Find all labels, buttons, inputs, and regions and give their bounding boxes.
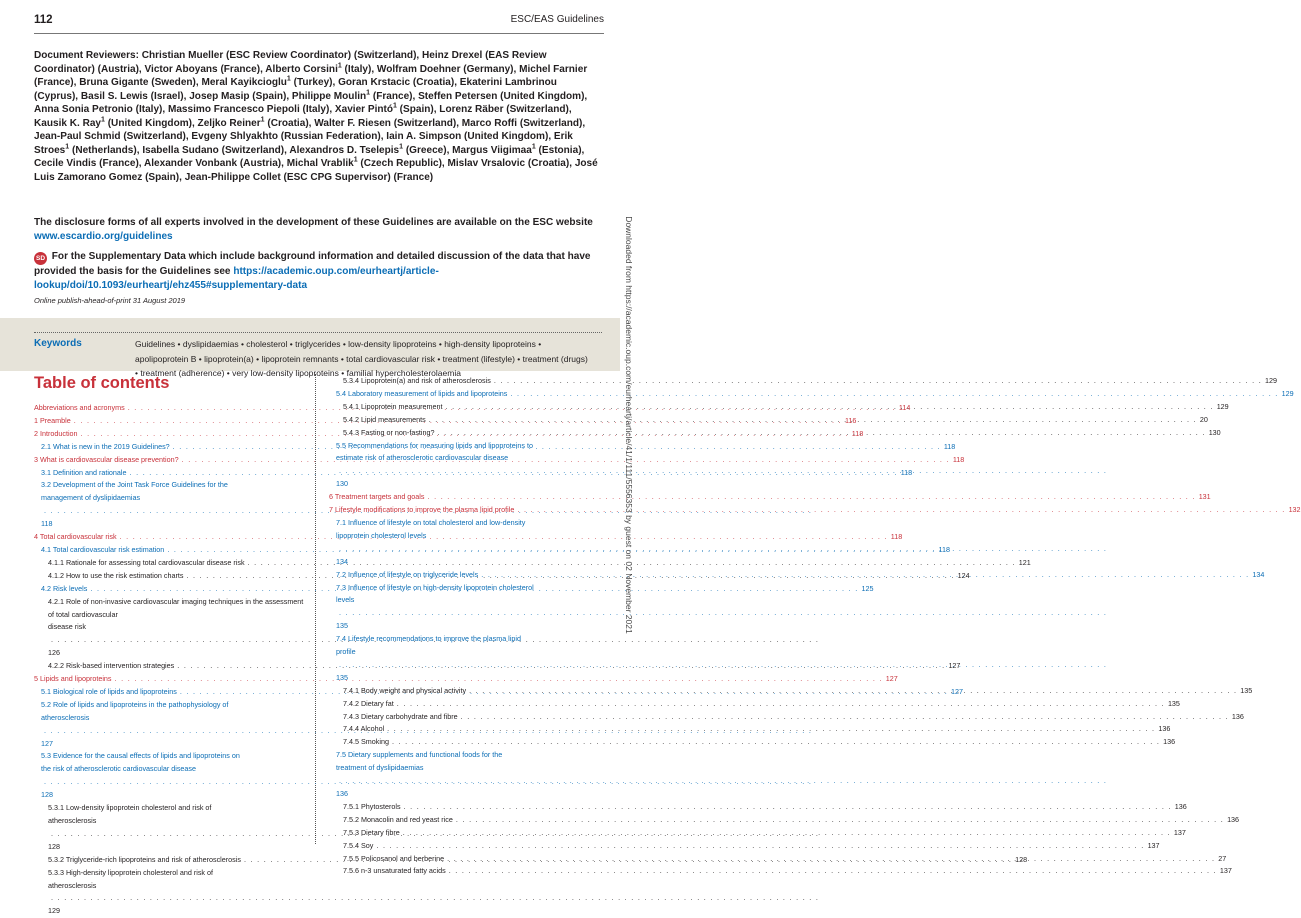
affiliation-superscript: 1 — [353, 156, 358, 164]
toc-page-number: 137 — [1219, 866, 1232, 876]
toc-entry-title: 7.5.5 Policosanol and berberine — [343, 853, 445, 863]
toc-page-number: 114 — [898, 403, 911, 412]
toc-entry[interactable] — [329, 440, 587, 492]
toc-page-number: 129 — [1265, 376, 1278, 385]
toc-dot-leader — [339, 543, 1107, 556]
affiliation-superscript: 1 — [392, 102, 397, 110]
toc-entry[interactable] — [329, 633, 587, 685]
reviewers-text: (Spain), Lorenz Räber (Switzerland), Kausik K. Ray — [34, 104, 572, 129]
toc-entry-title: 5.3.3 High-density lipoprotein cholesterol and risk of — [48, 867, 214, 877]
toc-entry-title-continued: disease risk — [48, 622, 86, 632]
toc-entry-title: 5.2 Role of lipids and lipoproteins in the pathophysiology of — [41, 699, 229, 709]
toc-entry-title: 7.3 Influence of lifestyle on high-density lipoprotein cholesterol — [336, 582, 534, 592]
toc-entry-title: 7.5.1 Phytosterols — [343, 801, 401, 811]
toc-entry-title-continued: treatment of dyslipidaemias — [336, 763, 424, 773]
toc-entry-title: 7.2 Influence of lifestyle on triglyceride levels — [336, 569, 479, 579]
toc-entry-title: 5.3.1 Low-density lipoprotein cholesterol and risk of — [48, 803, 212, 813]
toc-entry[interactable] — [329, 582, 587, 634]
toc-entry[interactable] — [329, 698, 1180, 711]
affiliation-superscript: 1 — [101, 116, 105, 124]
toc-dot-leader — [494, 375, 1262, 388]
toc-entry-title: 7.4.3 Dietary carbohydrate and fibre — [343, 711, 458, 721]
toc-page-number: 126 — [48, 648, 60, 658]
reviewers-text: (Estonia), Cecile Vindis (France), Alexander Vonbank (Austria), Michal Vrablik — [34, 144, 585, 169]
toc-entry-title: 2.1 What is new in the 2019 Guidelines? — [41, 441, 170, 451]
toc-entry[interactable] — [329, 723, 1171, 736]
toc-entry-title: Abbreviations and acronyms — [34, 403, 125, 412]
toc-dot-leader — [429, 414, 1197, 427]
affiliation-superscript: 1 — [260, 116, 265, 124]
reviewers-text: (Turkey), Goran Krstacic (Croatia), Ekaterini Lambrinou (Cyprus), Basil S. Lewis (Israel), Josep Masip (Spain), Philippe Moulin — [34, 77, 557, 102]
toc-page-number: 130 — [1208, 427, 1221, 437]
reviewers-text: (Netherlands), Isabella Sudano (Switzerland), Alexandros D. Tselepis — [69, 144, 400, 156]
affiliation-superscript: 1 — [286, 75, 291, 83]
toc-entry-title-continued: management of dyslipidaemias — [41, 493, 141, 503]
toc-entry-title: 4.2.1 Role of non-invasive cardiovascular imaging techniques in the assessment of total cardiovascular — [48, 596, 304, 619]
page-header — [34, 14, 604, 34]
page-number: 112 — [34, 14, 53, 26]
toc-entry-title: 7.4.5 Smoking — [343, 737, 389, 747]
toc-dot-leader — [51, 892, 819, 905]
keywords-label: Keywords — [34, 338, 82, 349]
toc-entry-title: 5 Lipids and lipoproteins — [34, 674, 112, 684]
supplementary-link[interactable]: https://academic.oup.com/eurheartj/article-lookup/doi/10.1093/eurheartj/ehz455#supplementary-data — [34, 266, 439, 291]
reviewers-text: (United Kingdom), Zeljko Reiner — [104, 117, 261, 129]
toc-entry-title: 7.5.2 Monacolin and red yeast rice — [343, 814, 453, 824]
toc-page-number: 118 — [900, 467, 913, 477]
toc-page-number: 129 — [1216, 401, 1229, 411]
toc-dot-leader — [438, 427, 1206, 440]
toc-dot-leader — [404, 801, 1172, 814]
toc-entry-title: 5.4.2 Lipid measurements — [343, 414, 426, 424]
toc-page-number: 118 — [938, 544, 950, 554]
reviewers-text: (Czech Republic), Mislav Vrsalovic (Croatia), José Luis Zamorano Gomez (Spain), Jean-Philippe Collet (ESC CPG Supervisor) (France) — [34, 158, 598, 183]
toc-page-number: 137 — [1173, 827, 1186, 837]
toc-entry[interactable] — [329, 491, 1211, 504]
toc-entry-title-continued: lipoprotein cholesterol levels — [336, 530, 427, 540]
toc-entry[interactable] — [329, 375, 1278, 388]
toc-entry-title-continued: atherosclerosis — [48, 816, 97, 825]
reviewers-text: (Croatia), Walter F. Riesen (Switzerland), Marco Roffi (Switzerland), Jean-Paul Schmid (Switzerland), Evgeny Shlyakhto (Russian Federation), Iain A. Simpson (United Kingdom), Erik Stroes — [34, 117, 586, 156]
toc-entry-title: 5.4 Laboratory measurement of lipids and lipoproteins — [336, 388, 508, 398]
toc-entry[interactable] — [34, 699, 304, 751]
keywords-list: Guidelines • dyslipidaemias • cholesterol • triglycerides • low-density lipoproteins • high-density lipoproteins • apolipoprotein B • lipoprotein(a) • lipoprotein remnants • total cardiovascular risk • treatment (lifestyle) • treatment (drugs) • treatment (adherence) • very low-density lipoproteins • familial hypercholesterolaemia — [135, 339, 588, 378]
toc-page-number: 118 — [890, 532, 903, 542]
supplementary-data-icon: SD — [34, 252, 47, 265]
reviewers-text: (Greece), Margus Viigimaa — [403, 144, 532, 156]
affiliation-superscript: 1 — [399, 143, 404, 151]
toc-entry-title: 2 Introduction — [34, 428, 78, 438]
toc-entry[interactable] — [329, 504, 1301, 517]
toc-dot-leader — [339, 465, 1107, 478]
supplementary-text: For the Supplementary Data which include background information and detailed discussion of the data that have provided the basis for the Guidelines see — [34, 251, 591, 277]
toc-page-number: 118 — [41, 519, 53, 529]
supplementary-statement — [34, 250, 602, 292]
toc-entry-title: 5.3.4 Lipoprotein(a) and risk of atherosclerosis — [343, 376, 491, 385]
toc-dot-leader — [449, 865, 1217, 878]
online-publish-date: Online publish-ahead-of-print 31 August 2019 — [34, 296, 186, 305]
toc-entry-title: 7.1 Influence of lifestyle on total cholesterol and low-density — [336, 517, 526, 527]
toc-entry-title: 4.2 Risk levels — [41, 583, 88, 593]
toc-entry-title: 1 Preamble — [34, 415, 71, 425]
toc-entry-title-continued: estimate risk of atherosclerotic cardiovascular disease — [336, 453, 509, 463]
toc-page-number: 136 — [1174, 801, 1187, 811]
toc-page-number: 130 — [336, 479, 348, 489]
toc-page-number: 127 — [885, 674, 898, 684]
reviewers-text: (France), Steffen Petersen (United Kingdom), Anna Sonia Petronio (Italy), Massimo Francesco Piepoli (Italy), Xavier Pintó — [34, 90, 588, 115]
toc-entry-title: 6 Treatment targets and goals — [329, 492, 425, 502]
disclosure-text: The disclosure forms of all experts involved in the development of these Guidelines are available on the ESC website — [34, 217, 593, 228]
toc-entry-title: 3.1 Definition and rationale — [41, 467, 127, 477]
toc-entry-title: 4.1 Total cardiovascular risk estimation — [41, 544, 165, 554]
toc-page-number: 135 — [336, 672, 348, 682]
toc-dot-leader — [376, 840, 1144, 853]
toc-page-number: 135 — [1240, 685, 1253, 695]
document-reviewers — [34, 49, 602, 184]
toc-page-number: 131 — [1198, 492, 1211, 502]
toc-page-number: 125 — [861, 583, 874, 593]
toc-page-number: 127 — [41, 738, 53, 748]
toc-page-number: 134 — [1252, 569, 1265, 579]
toc-entry[interactable] — [34, 467, 913, 480]
toc-dot-leader — [481, 569, 1249, 582]
toc-dot-leader — [339, 659, 1107, 672]
toc-entry-title: 5.3 Evidence for the causal effects of lipids and lipoproteins on — [41, 751, 240, 761]
toc-entry[interactable] — [329, 840, 1160, 853]
toc-entry-title: 3 What is cardiovascular disease prevention? — [34, 454, 179, 464]
toc-entry-title: 4.2.2 Risk-based intervention strategies — [48, 661, 175, 671]
toc-entry[interactable] — [34, 544, 950, 557]
toc-entry[interactable] — [329, 865, 1232, 878]
download-notice — [620, 0, 638, 851]
affiliation-superscript: 1 — [531, 143, 536, 151]
toc-page-number: 127 — [951, 686, 964, 696]
toc-entry-title: 5.5 Recommendations for measuring lipids and lipoproteins to — [336, 440, 533, 450]
toc-entry-title-continued: atherosclerosis — [41, 712, 90, 722]
toc-title: Table of contents — [34, 374, 170, 392]
toc-entry-title: 4.1.1 Rationale for assessing total cardiovascular disease risk — [48, 557, 245, 567]
guidelines-link[interactable]: www.escardio.org/guidelines — [34, 230, 173, 242]
toc-entry[interactable] — [34, 750, 304, 802]
toc-page-number: 136 — [336, 789, 348, 798]
toc-page-number: 129 — [1281, 388, 1294, 398]
toc-page-number: 128 — [1015, 854, 1028, 864]
toc-page-number: 136 — [1163, 737, 1176, 747]
toc-dot-leader — [456, 814, 1224, 827]
toc-entry-title: 5.4.1 Lipoprotein measurement — [343, 401, 443, 411]
toc-dot-leader — [339, 775, 1107, 788]
toc-entry[interactable] — [329, 801, 1187, 814]
reviewers-text: Document Reviewers: Christian Mueller (ESC Review Coordinator) (Switzerland), Heinz Drexel (EAS Review Coordinator) (Austria), Victor Aboyans (France), Alberto Corsini — [34, 50, 547, 75]
toc-dot-leader — [387, 723, 1155, 736]
toc-page-number: 128 — [48, 841, 60, 851]
toc-entry-title: 7.4.1 Body weight and physical activity — [343, 685, 467, 695]
toc-entry-title: 5.4.3 Fasting or non-fasting? — [343, 427, 435, 437]
toc-page-number: 20 — [1199, 414, 1208, 424]
toc-page-number: 136 — [1227, 814, 1240, 824]
toc-entry[interactable] — [34, 867, 304, 918]
affiliation-superscript: 1 — [366, 89, 371, 97]
toc-entry-title: 7.5.6 n-3 unsaturated fatty acids — [343, 866, 446, 876]
toc-entry-title: 4 Total cardiovascular risk — [34, 532, 117, 542]
toc-entry-title: 5.3.2 Triglyceride-rich lipoproteins and risk of atherosclerosis — [48, 854, 241, 864]
toc-dot-leader — [339, 607, 1107, 620]
toc-entry[interactable] — [34, 660, 961, 673]
toc-dot-leader — [392, 736, 1160, 749]
toc-page-number: 132 — [1288, 505, 1301, 515]
toc-entry-title-continued: levels — [336, 595, 355, 605]
disclosure-statement — [34, 216, 602, 243]
toc-entry[interactable] — [329, 711, 1244, 724]
toc-page-number: 128 — [41, 790, 53, 800]
toc-page-number: 118 — [851, 428, 864, 438]
running-title: ESC/EAS Guidelines — [510, 14, 604, 25]
toc-page-number: 136 — [1158, 724, 1171, 734]
affiliation-superscript: 1 — [65, 143, 70, 151]
toc-entry-title: 5.1 Biological role of lipids and lipoproteins — [41, 686, 177, 696]
toc-entry[interactable] — [34, 596, 304, 661]
toc-dot-leader — [447, 853, 1215, 866]
toc-page-number: 135 — [336, 621, 348, 631]
toc-page-number: 136 — [1231, 711, 1244, 721]
toc-entry[interactable] — [329, 814, 1240, 827]
toc-entry[interactable] — [329, 517, 587, 569]
reviewers-text: (Italy), Wolfram Doehner (Germany), Michel Farnier (France), Bruna Gigante (Sweden), Meral Kayikcioglu — [34, 63, 588, 88]
toc-entry-title: 7.5 Dietary supplements and functional foods for the — [336, 750, 503, 760]
toc-page-number: 135 — [1167, 698, 1180, 708]
toc-dot-leader — [397, 698, 1165, 711]
toc-entry-title: 7.5.3 Dietary fibre — [343, 827, 400, 837]
affiliation-superscript: 1 — [337, 62, 342, 70]
toc-entry[interactable] — [329, 827, 1186, 840]
toc-entry-title: 7.4 Lifestyle recommendations to improve the plasma lipid — [336, 634, 521, 644]
toc-entry-title-continued: atherosclerosis — [48, 880, 97, 890]
toc-dot-leader — [428, 491, 1196, 504]
keywords-box — [0, 318, 620, 378]
toc-page-number: 121 — [1018, 557, 1031, 567]
toc-entry-title: 7.4.4 Alcohol — [343, 724, 385, 734]
toc-page-number: 129 — [48, 906, 60, 916]
toc-dot-leader — [446, 401, 1214, 414]
toc-entry-title: 3.2 Development of the Joint Task Force Guidelines for the — [41, 480, 228, 490]
download-notice-text: Downloaded from https://academic.oup.com/eurheartj/article/41/1/111/5556353 by guest on 02 November 2021 — [624, 216, 634, 634]
toc-entry-title-continued: profile — [336, 647, 356, 657]
toc-page-number: 118 — [952, 454, 965, 464]
toc-entry-title: 4.1.2 How to use the risk estimation charts — [48, 570, 184, 580]
toc-page-number: 134 — [336, 556, 348, 566]
toc-page-number: 127 — [948, 661, 961, 671]
toc-entry-title-continued: the risk of atherosclerotic cardiovascular disease — [41, 764, 197, 774]
toc-dot-leader — [461, 711, 1229, 724]
toc-entry[interactable] — [329, 749, 587, 801]
toc-page-number: 27 — [1218, 853, 1227, 863]
toc-entry[interactable] — [34, 479, 304, 531]
toc-page-number: 124 — [957, 570, 970, 580]
toc-page-number: 116 — [844, 415, 857, 425]
toc-page-number: 137 — [1147, 840, 1160, 850]
toc-page-number: 118 — [943, 441, 956, 451]
toc-entry[interactable] — [329, 736, 1176, 749]
toc-entry-title: 7 Lifestyle modifications to improve the plasma lipid profile — [329, 505, 515, 515]
toc-entry[interactable] — [329, 388, 1294, 401]
toc-entry[interactable] — [34, 802, 304, 854]
toc-dot-leader — [469, 685, 1237, 698]
toc-entry-title: 7.5.4 Soy — [343, 840, 374, 850]
toc-entry-title: 7.4.2 Dietary fat — [343, 698, 394, 708]
toc-dot-leader — [403, 827, 1171, 840]
